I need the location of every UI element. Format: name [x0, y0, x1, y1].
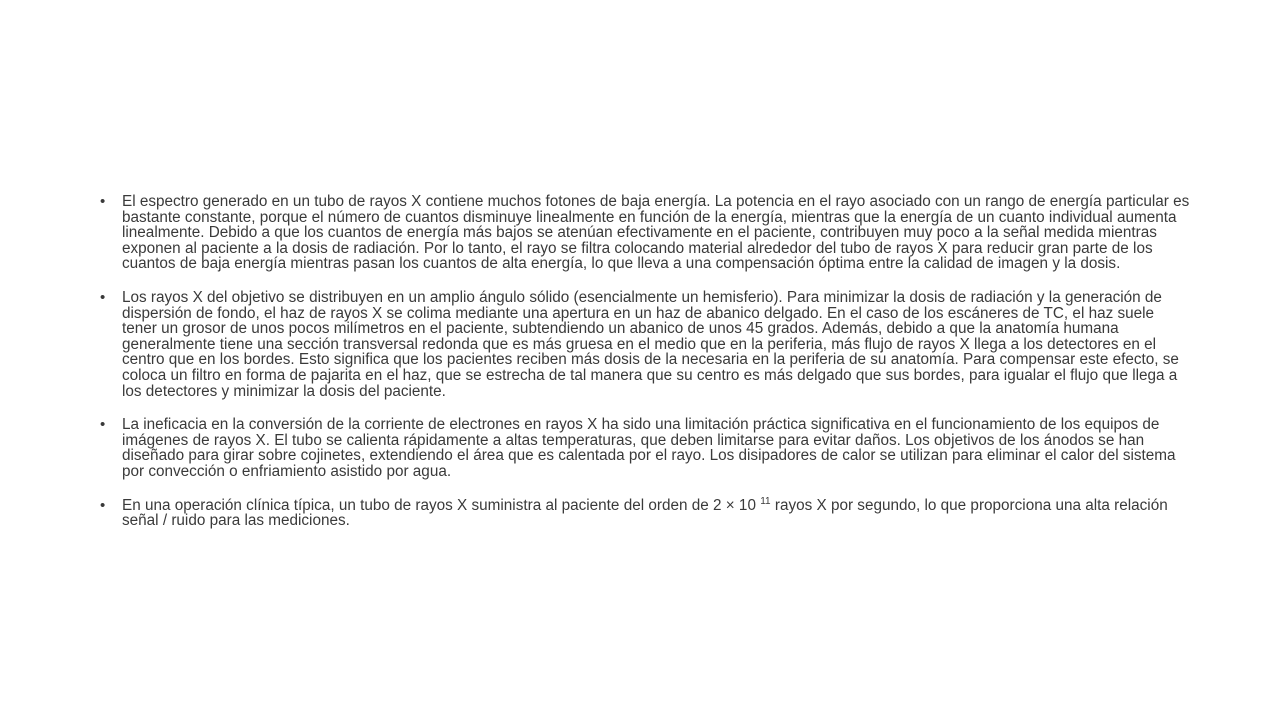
bullet-text: El espectro generado en un tubo de rayos X contiene muchos fotones de baja energía. La potencia en el rayo asociado con un rango de energía particular es bastante constante, porque el número de cuantos disminuye linealmente en función de la energía, mientras que la energía de un cuanto individual aumenta linealmente. Debido a que los cuantos de energía más bajos se atenúan efectivamente en el paciente, contribuyen muy poco a la señal medida mientras exponen al paciente a la dosis de radiación. Por lo tanto, el rayo se filtra colocando material alrededor del tubo de rayos X para reducir gran parte de los cuantos de baja energía mientras pasan los cuantos de alta energía, lo que lleva a una compensación óptima entre la calidad de imagen y la dosis.: [122, 193, 1190, 273]
exponent: 11: [760, 495, 771, 507]
bullet-text: La ineficacia en la conversión de la corriente de electrones en rayos X ha sido una limitación práctica significativa en el funcionamiento de los equipos de imágenes de rayos X. El tubo se calienta rápidamente a altas temperaturas, que deben limitarse para evitar daños. Los objetivos de los ánodos se han diseñado para girar sobre cojinetes, extendiendo el área que es calentada por el rayo. Los disipadores de calor se utilizan para eliminar el calor del sistema por convección o enfriamiento asistido por agua.: [122, 416, 1176, 480]
bullet-marker: •: [100, 193, 106, 210]
bullet-item-3: [100, 417, 1190, 479]
bullet-marker: •: [100, 496, 106, 514]
bullet-item-4: [100, 495, 1190, 530]
bullet-marker: •: [100, 416, 106, 434]
bullet-text-after: rayos X por segundo, lo que proporciona una alta relación señal / ruido para las mediciones.: [122, 496, 1168, 530]
bullet-item-2: [100, 290, 1190, 399]
bullet-text-before: En una operación clínica típica, un tubo de rayos X suministra al paciente del orden de 2 × 10: [122, 496, 761, 514]
bullet-text: Los rayos X del objetivo se distribuyen en un amplio ángulo sólido (esencialmente un hemisferio). Para minimizar la dosis de radiación y la generación de dispersión de fondo, el haz de rayos X se colima mediante una apertura en un haz de abanico delgado. En el caso de los escáneres de TC, el haz suele tener un grosor de unos pocos milímetros en el paciente, subtendiendo un abanico de unos 45 grados. Además, debido a que la anatomía humana generalmente tiene una sección transversal redonda que es más gruesa en el medio que en la periferia, más flujo de rayos X llega a los detectores en el centro que en los bordes. Esto significa que los pacientes reciben más dosis de la necesaria en la periferia de su anatomía. Para compensar este efecto, se coloca un filtro en forma de pajarita en el haz, que se estrecha de tal manera que su centro es más delgado que sus bordes, para igualar el flujo que llega a los detectores y minimizar la dosis del paciente.: [122, 288, 1179, 400]
bullet-item-1: [100, 194, 1190, 272]
bullet-marker: •: [100, 288, 106, 306]
bullet-list: [100, 194, 1190, 547]
